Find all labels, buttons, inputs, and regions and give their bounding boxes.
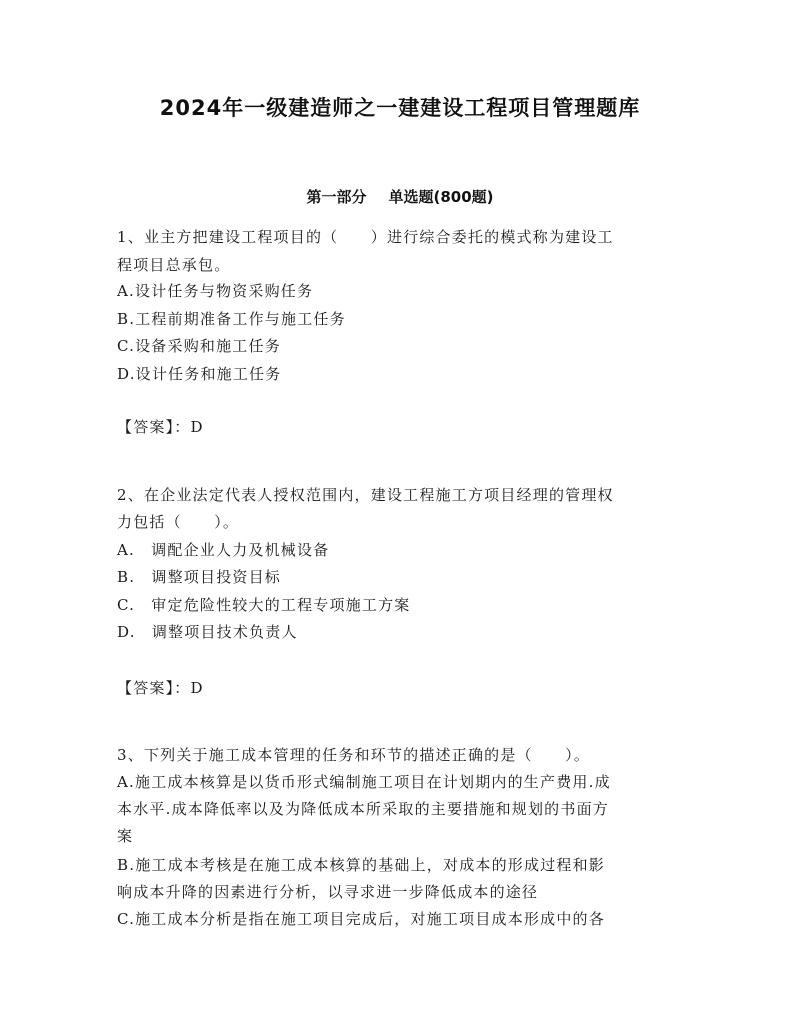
question-1-stem-line-2: 程项目总承包。 [117, 256, 231, 274]
question-3-option-a-line-1: A.施工成本核算是以货币形式编制施工项目在计划期内的生产费用.成 [117, 773, 611, 791]
question-3-stem-line-1: 3、下列关于施工成本管理的任务和环节的描述正确的是（ ）。 [117, 746, 591, 764]
question-1-option-c: C.设备采购和施工任务 [117, 337, 281, 355]
question-1-stem-line-1: 1、业主方把建设工程项目的（ ）进行综合委托的模式称为建设工 [117, 228, 614, 246]
question-1-option-d: D.设计任务和施工任务 [117, 365, 282, 383]
section-part: 第一部分 [306, 188, 367, 206]
question-3-option-b-line-2: 响成本升降的因素进行分析，以寻求进一步降低成本的途径 [117, 883, 539, 901]
question-2-answer: 【答案】：D [117, 679, 204, 697]
question-2-option-d: D. 调整项目技术负责人 [117, 623, 298, 641]
question-2-stem-line-1: 2、在企业法定代表人授权范围内，建设工程施工方项目经理的管理权 [117, 486, 614, 504]
question-1-option-b: B.工程前期准备工作与施工任务 [117, 310, 346, 328]
question-1-answer: 【答案】：D [117, 418, 204, 436]
question-3-option-c-line-1: C.施工成本分析是指在施工项目完成后，对施工项目成本形成中的各 [117, 910, 605, 928]
question-3-option-a-line-2: 本水平.成本降低率以及为降低成本所采取的主要措施和规划的书面方 [117, 800, 609, 818]
question-1-option-a: A.设计任务与物资采购任务 [117, 282, 314, 300]
section-heading [0, 186, 800, 207]
section-name: 单选题(800题) [388, 188, 494, 206]
question-3-option-b-line-1: B.施工成本考核是在施工成本核算的基础上，对成本的形成过程和影 [117, 856, 605, 874]
document-title: 2024年一级建造师之一建建设工程项目管理题库 [159, 96, 641, 120]
question-2-option-c: C. 审定危险性较大的工程专项施工方案 [117, 596, 411, 614]
question-2-option-a: A. 调配企业人力及机械设备 [117, 541, 330, 559]
question-3-option-a-line-3: 案 [117, 827, 134, 845]
question-2-stem-line-2: 力包括（ ）。 [117, 513, 240, 531]
question-2-option-b: B. 调整项目投资目标 [117, 568, 281, 586]
